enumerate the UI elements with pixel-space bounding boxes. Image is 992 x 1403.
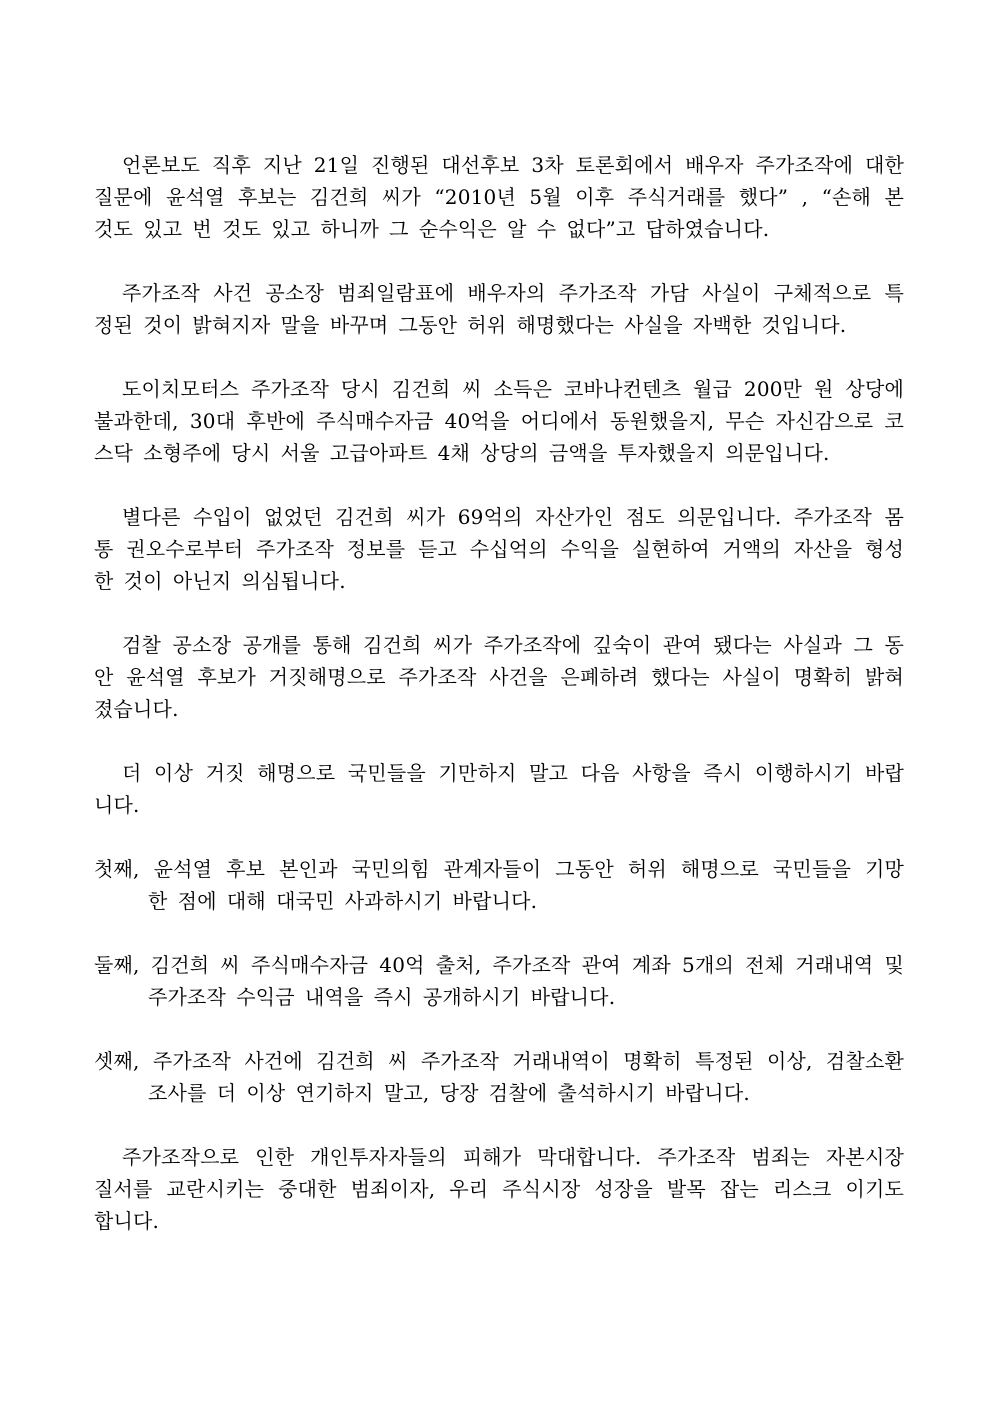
text-line: 한 점에 대해 대국민 사과하시기 바랍니다. [148,889,538,913]
text-line: 정된 것이 밝혀지자 말을 바꾸며 그동안 허위 해명했다는 사실을 자백한 것입니다. [94,313,847,337]
text-line: 둘째, 김건희 씨 주식매수자금 40억 출처, 주가조작 관여 계좌 5개의 전체 거래내역 및 [94,953,904,977]
text-line: 더 이상 거짓 해명으로 국민들을 기만하지 말고 다음 사항을 즉시 이행하시기 바랍 [122,761,904,785]
text-line: 조사를 더 이상 연기하지 말고, 당장 검찰에 출석하시기 바랍니다. [148,1081,750,1105]
text-line: 불과한데, 30대 후반에 주식매수자금 40억을 어디에서 동원했을지, 무슨 자신감으로 코 [94,409,904,433]
paragraph-3 [94,373,904,469]
text-line: 첫째, 윤석열 후보 본인과 국민의힘 관계자들이 그동안 허위 해명으로 국민들을 기망 [94,857,904,881]
paragraph-6 [94,757,904,821]
text-line: 니다. [94,793,140,817]
text-line: 도이치모터스 주가조작 당시 김건희 씨 소득은 코바나컨텐츠 월급 200만 원 상당에 [122,377,904,401]
text-line: 별다른 수입이 없었던 김건희 씨가 69억의 자산가인 점도 의문입니다. 주가조작 몸 [122,505,904,529]
text-line: 졌습니다. [94,697,179,721]
text-line: 주가조작 사건 공소장 범죄일람표에 배우자의 주가조작 가담 사실이 구체적으로 특 [122,281,904,305]
text-line: 것도 있고 번 것도 있고 하니까 그 순수익은 알 수 없다”고 답하였습니다. [94,217,770,241]
text-line: 합니다. [94,1209,160,1233]
text-line: 통 권오수로부터 주가조작 정보를 듣고 수십억의 수익을 실현하여 거액의 자산을 형성 [94,537,904,561]
paragraph-1 [94,149,904,245]
paragraph-demand-1 [94,853,904,917]
text-line: 한 것이 아닌지 의심됩니다. [94,569,346,593]
text-line: 주가조작 수익금 내역을 즉시 공개하시기 바랍니다. [148,985,616,1009]
paragraph-5 [94,629,904,725]
paragraph-2 [94,277,904,341]
text-line: 질서를 교란시키는 중대한 범죄이자, 우리 주식시장 성장을 발목 잡는 리스크 이기도 [94,1177,904,1201]
text-line: 언론보도 직후 지난 21일 진행된 대선후보 3차 토론회에서 배우자 주가조작에 대한 [122,153,904,177]
paragraph-demand-3 [94,1045,904,1109]
text-line: 주가조작으로 인한 개인투자자들의 피해가 막대합니다. 주가조작 범죄는 자본시장 [122,1145,904,1169]
paragraph-10 [94,1141,904,1237]
text-line: 스닥 소형주에 당시 서울 고급아파트 4채 상당의 금액을 투자했을지 의문입니다. [94,441,830,465]
text-line: 셋째, 주가조작 사건에 김건희 씨 주가조작 거래내역이 명확히 특정된 이상, 검찰소환 [94,1049,904,1073]
text-line: 검찰 공소장 공개를 통해 김건희 씨가 주가조작에 깊숙이 관여 됐다는 사실과 그 동 [122,633,904,657]
text-line: 질문에 윤석열 후보는 김건희 씨가 “2010년 5월 이후 주식거래를 했다” , “손해 본 [94,185,904,209]
paragraph-demand-2 [94,949,904,1013]
text-line: 안 윤석열 후보가 거짓해명으로 주가조작 사건을 은폐하려 했다는 사실이 명확히 밝혀 [94,665,904,689]
paragraph-4 [94,501,904,597]
